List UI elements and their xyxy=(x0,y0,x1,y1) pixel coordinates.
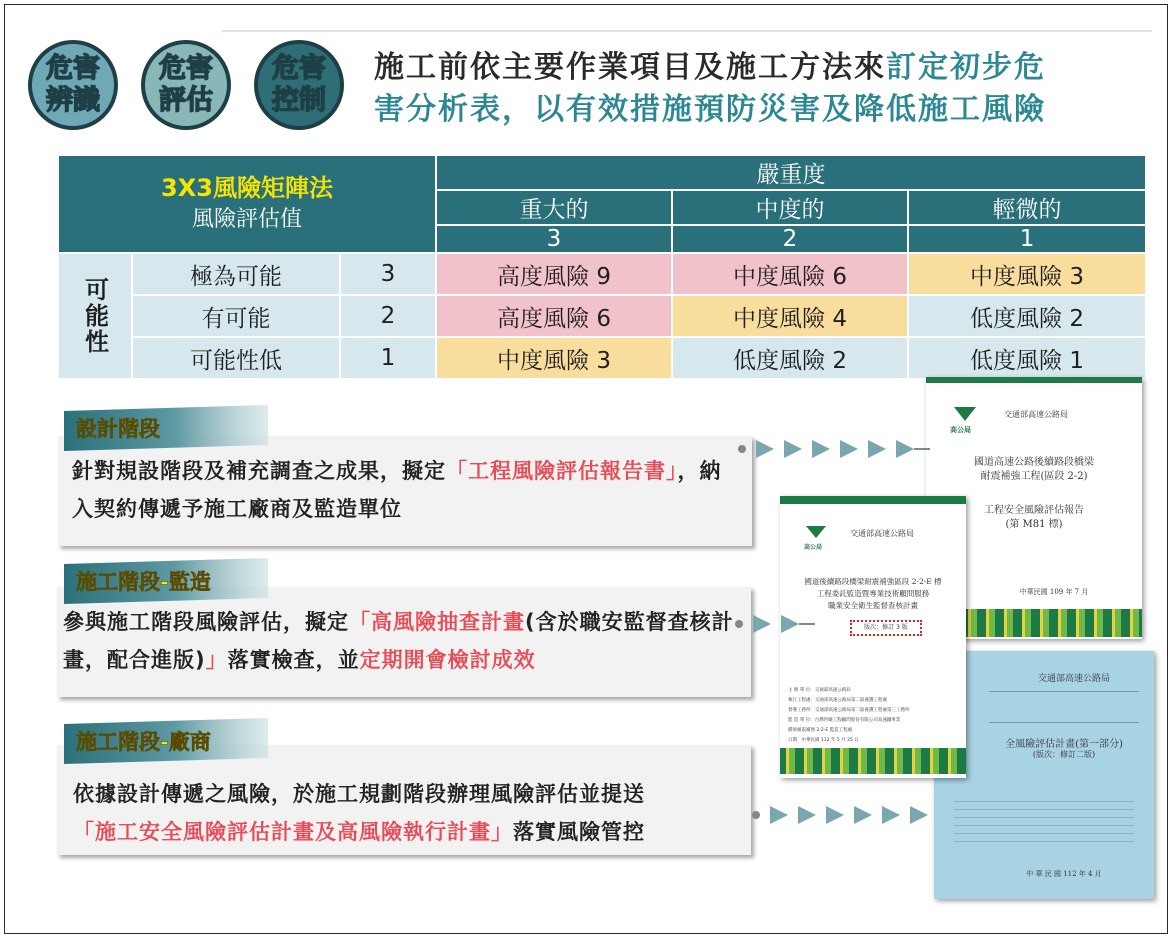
doc-title: 耐震補強工程(區段 2-2) xyxy=(980,471,1088,482)
connector-dot xyxy=(752,811,760,819)
arrow-right-icon xyxy=(896,440,914,458)
doc-header-bar xyxy=(780,496,966,504)
arrow-right-icon xyxy=(840,440,858,458)
contractor-plan-document xyxy=(934,651,1154,899)
stage-text: 依據設計傳遞之風險，於施工規劃階段辦理風險評估並提送 xyxy=(73,782,645,806)
severity-level-value: 3 xyxy=(436,225,672,253)
badge-line: 控制 xyxy=(272,85,326,116)
arrow-right-icon xyxy=(868,440,886,458)
risk-cell: 低度風險 2 xyxy=(908,295,1146,337)
connector-line xyxy=(914,448,930,450)
doc-title: (第 M81 標) xyxy=(1005,519,1063,530)
arrow-right-icon xyxy=(770,806,788,824)
contractor-stage-text xyxy=(73,775,743,851)
stage-tag-label: 設計階段 xyxy=(76,417,160,441)
doc-title: 全風險評估計畫(第一部分) xyxy=(1005,739,1123,750)
severity-level-value: 1 xyxy=(908,225,1146,253)
risk-cell: 高度風險 9 xyxy=(436,253,672,295)
supervision-stage-tag xyxy=(64,558,268,604)
risk-cell: 低度風險 1 xyxy=(908,337,1146,379)
stage-text-highlight: 「施工安全風險評估計畫及高風險執行計畫」 xyxy=(73,820,513,844)
arrow-right-icon xyxy=(798,806,816,824)
arrow-right-icon xyxy=(781,615,799,633)
doc-info-line: 執行工程處：交通部高速公路局第二區養護工程處 xyxy=(788,698,887,703)
arrow-right-icon xyxy=(882,806,900,824)
doc-info-line: 主 辦 單 位：交通部高速公路局 xyxy=(788,688,851,693)
connector-dot xyxy=(738,445,746,453)
connector-dot xyxy=(735,620,743,628)
doc-agency: 交通部高速公路局 xyxy=(1037,674,1110,684)
risk-cell: 中度風險 6 xyxy=(672,253,908,295)
stage-tag-label: 施工階段-監造 xyxy=(76,570,211,594)
connector-line xyxy=(799,623,815,625)
stage-tag-label: 施工階段-廠商 xyxy=(76,730,211,754)
likelihood-row-value: 1 xyxy=(340,337,436,379)
risk-matrix-table xyxy=(57,154,1147,380)
doc-agency: 交通部高速公路局 xyxy=(1004,410,1068,419)
doc-header-bar xyxy=(926,377,1142,383)
severity-level-label: 輕微的 xyxy=(908,190,1146,225)
risk-cell: 低度風險 2 xyxy=(672,337,908,379)
doc-info-block xyxy=(788,686,910,746)
badge-line: 辨識 xyxy=(46,85,100,116)
stage-text-highlight: 定期開會檢討成效 xyxy=(359,648,536,672)
logo-text: 高公局 xyxy=(804,544,823,551)
doc-title: 職業安全衛生監督查核計畫 xyxy=(828,601,918,610)
stage-text: 參與施工階段風險評估，擬定 xyxy=(63,610,349,634)
arrow-right-icon xyxy=(784,440,802,458)
severity-level-value: 2 xyxy=(672,225,908,253)
arrow-right-icon xyxy=(854,806,872,824)
stage-text: 針對規設階段及補充調查之成果，擬定 xyxy=(72,459,446,483)
doc-version: 版次：修訂 3 版 xyxy=(864,624,908,631)
stage-text: ，納入契約傳遞予施工廠商及監造單位 xyxy=(72,459,722,521)
doc-rule xyxy=(989,691,1139,723)
title-part: 施工前依主要作業項目及施工方法來 xyxy=(374,50,886,85)
badge-line: 危害 xyxy=(159,53,213,84)
matrix-title-cell xyxy=(58,155,436,253)
stage-text-highlight: 「高風險抽查計畫 xyxy=(349,610,525,634)
likelihood-header xyxy=(58,253,132,379)
severity-header: 嚴重度 xyxy=(436,155,1146,190)
arrow-right-icon xyxy=(753,615,771,633)
arrow-right-icon xyxy=(812,440,830,458)
doc-title: 工程安全風險評估報告 xyxy=(984,505,1084,516)
agency-logo-icon xyxy=(806,526,826,538)
likelihood-row-label: 有可能 xyxy=(132,295,340,337)
matrix-title: 3X3風險矩陣法 xyxy=(161,174,333,202)
risk-cell: 中度風險 4 xyxy=(672,295,908,337)
supervision-arrow-connector xyxy=(735,614,815,634)
logo-text: 高公局 xyxy=(950,426,971,434)
likelihood-row-label: 極為可能 xyxy=(132,253,340,295)
severity-level-label: 中度的 xyxy=(672,190,908,225)
top-rule xyxy=(222,30,1152,32)
matrix-subtitle: 風險評估值 xyxy=(191,207,302,232)
doc-title: 國道高速公路後續路段橋梁 xyxy=(974,457,1094,468)
risk-cell: 中度風險 3 xyxy=(436,337,672,379)
doc-info-line: 日期：中華民國 112 年 5 月 25 日 xyxy=(788,738,859,743)
stage-text-highlight: 「工程風險評估報告書」 xyxy=(446,459,678,483)
contractor-stage-tag xyxy=(64,718,268,764)
risk-cell: 高度風險 6 xyxy=(436,295,672,337)
stage-text: (含於職安監督查核計畫，配合進版) xyxy=(63,610,734,672)
badge-line: 評估 xyxy=(159,85,213,116)
agency-logo-icon xyxy=(954,407,976,421)
risk-cell: 中度風險 3 xyxy=(908,253,1146,295)
likelihood-row-value: 2 xyxy=(340,295,436,337)
doc-title: 工程委託監造暨專業技術顧問服務 xyxy=(816,589,930,598)
doc-info-line: 監 造 單 位：台灣世曦工程顧問股份有限公司高速鐵事業 xyxy=(788,718,901,723)
doc-date: 中華民國 109 年 7 月 xyxy=(1019,588,1089,596)
severity-level-label: 重大的 xyxy=(436,190,672,225)
page-title xyxy=(374,47,1046,131)
design-arrow-connector xyxy=(738,439,930,459)
design-stage-text xyxy=(72,452,742,528)
design-stage-box xyxy=(58,436,752,546)
likelihood-label: 可能性 xyxy=(80,277,109,355)
badge-hazard-identification xyxy=(28,40,118,130)
title-accent: 訂定初步危 xyxy=(886,50,1046,85)
doc-info-line: 督導工務所：交通部高速公路局第二區養護工程處第三工務所 xyxy=(788,708,910,713)
stage-text: 落實風險管控 xyxy=(513,820,645,844)
doc-agency: 交通部高速公路局 xyxy=(850,529,914,538)
stage-text-highlight: 」 xyxy=(205,648,228,672)
badge-line: 危害 xyxy=(272,53,326,84)
badge-hazard-control xyxy=(254,40,344,130)
design-stage-tag xyxy=(64,405,268,451)
arrow-right-icon xyxy=(826,806,844,824)
doc-info-line: 橋梁耐震補強 2-2-E 監造工程處 xyxy=(788,728,853,733)
doc-info-lines xyxy=(954,801,1134,849)
contractor-arrow-connector xyxy=(752,805,928,825)
title-line-2: 害分析表，以有效措施預防災害及降低施工風險 xyxy=(374,92,1046,127)
supervision-plan-document xyxy=(780,496,966,778)
stage-text: 落實檢查，並 xyxy=(227,648,360,672)
badge-line: 危害 xyxy=(46,53,100,84)
supervision-stage-text xyxy=(63,603,743,679)
doc-version-box xyxy=(850,620,922,636)
badge-hazard-assessment xyxy=(141,40,231,130)
doc-subtitle: (版次：修訂二版) xyxy=(1032,750,1096,759)
doc-date: 中 華 民 國 112 年 4 月 xyxy=(1026,870,1102,878)
arrow-right-icon xyxy=(756,440,774,458)
arrow-right-icon xyxy=(910,806,928,824)
likelihood-row-label: 可能性低 xyxy=(132,337,340,379)
doc-footer-pattern xyxy=(780,748,966,774)
likelihood-row-value: 3 xyxy=(340,253,436,295)
doc-title: 國道後續路段橋梁耐震補強區段 2-2-E 標 xyxy=(804,577,942,586)
